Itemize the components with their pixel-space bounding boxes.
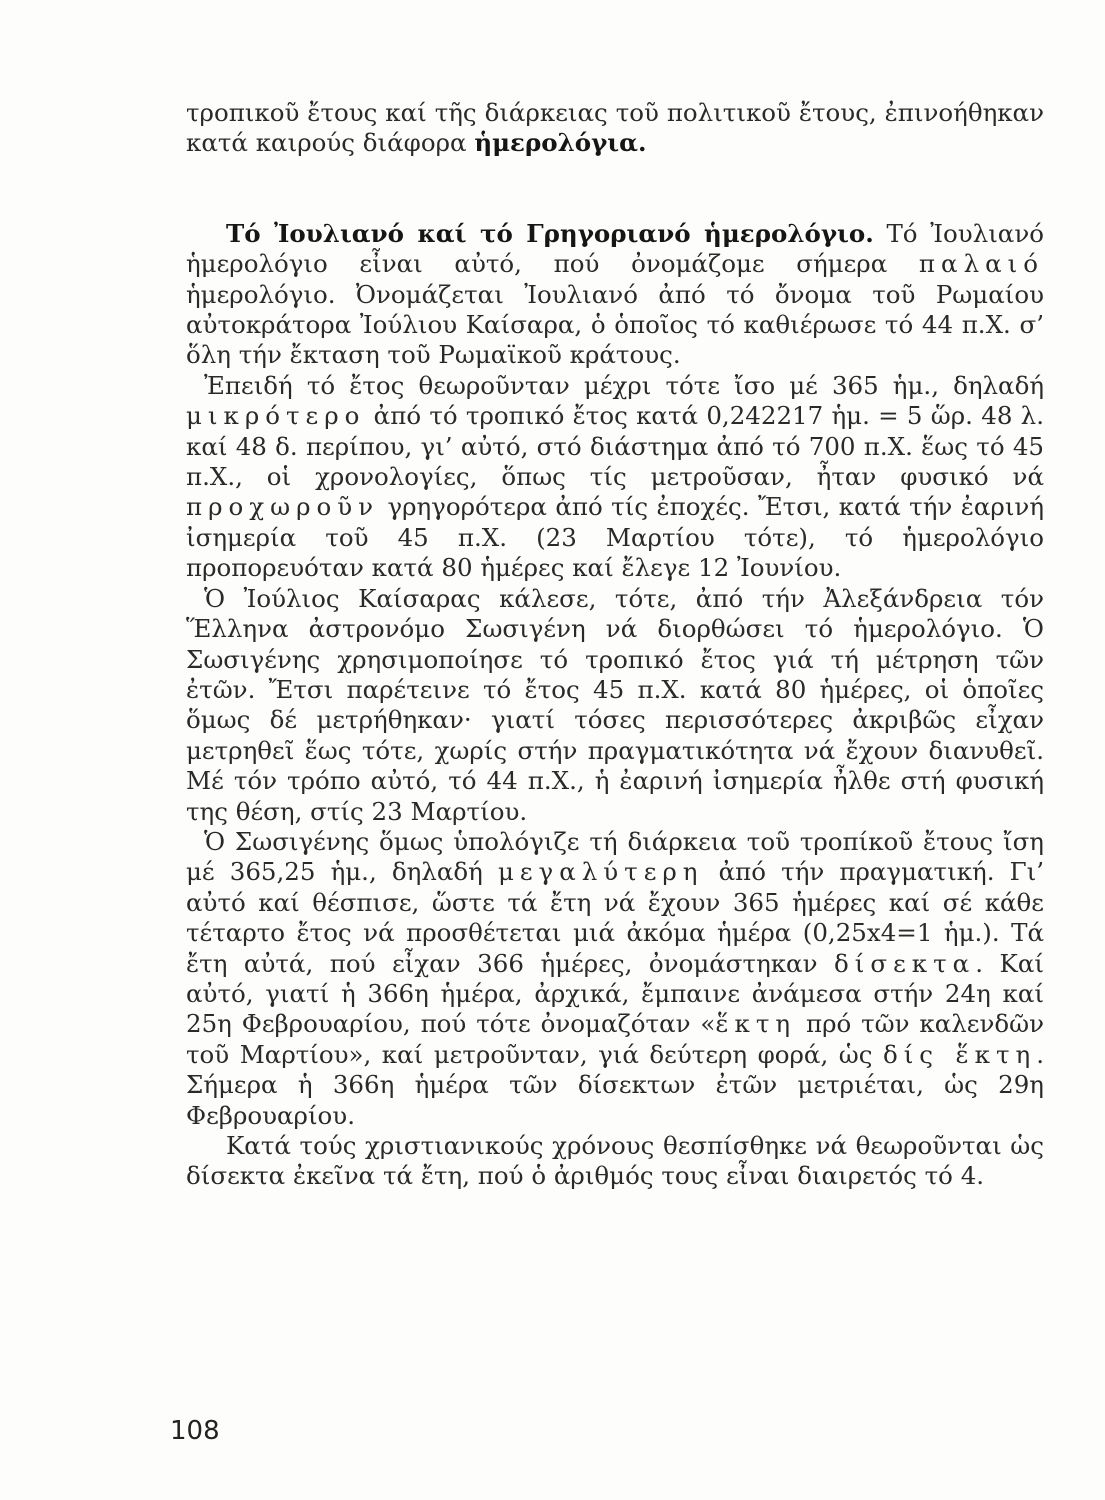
- p2-text-1: Ἐπειδή τό ἔτος θεωροῦνταν μέχρι τότε ἴσο μέ 365 ἡμ., δηλαδή: [204, 370, 1044, 400]
- p4-text-4: πρό τῶν καλενδῶν τοῦ Μαρτίου», καί μετροῦνταν, γιά δεύτερη φορά, ὡς: [186, 1009, 1044, 1069]
- p1-spaced-1: παλαιό: [918, 249, 1044, 279]
- p4-text-3: . Καί αὐτό, γιατί ἡ 366η ἡμέρα, ἀρχικά, ἔμπαινε ἀνάμεσα στήν 24η καί 25η Φεβρουαρίου, πού τότε ὀνομαζόταν «: [186, 948, 1044, 1039]
- p4-spaced-3: ἕκτη: [715, 1009, 797, 1039]
- paragraph-4: [186, 827, 1044, 1131]
- p1-text-2: ἡμερολόγιο. Ὀνομάζεται Ἰουλιανό ἀπό τό ὄνομα τοῦ Ρωμαίου αὐτοκράτορα Ἰούλιου Καίσαρα, ὁ ὁποῖος τό καθιέρωσε τό 44 π.Χ. σ’ ὅλη τήν ἔκταση τοῦ Ρωμαϊκοῦ κράτους.: [186, 279, 1044, 370]
- intro-text: τροπικοῦ ἔτους καί τῆς διάρκειας τοῦ πολιτικοῦ ἔτους, ἐπινοήθηκαν κατά καιρούς διάφορα: [186, 98, 1044, 158]
- p2-spaced-1: μικρότερο: [186, 401, 366, 431]
- p4-spaced-1: μεγαλύτερη: [497, 857, 704, 887]
- body-text: [186, 98, 1044, 1192]
- p4-text-2: ἀπό τήν πραγματική. Γι’ αὐτό καί θέσπισε, ὥστε τά ἔτη νά ἔχουν 365 ἡμέρες καί σέ κάθε τέταρτο ἔτος νά προσθέτεται μιά ἀκόμα ἡμέρα (0,25x4=1 ἡμ.). Τά ἔτη αὐτά, πού εἶχαν 366 ἡμέρες, ὀνομάστηκαν: [186, 857, 1044, 978]
- p2-spaced-2: προχωροῦν: [186, 492, 380, 522]
- paragraph-5: [186, 1131, 1044, 1192]
- paragraph-2: [186, 371, 1044, 584]
- p4-text-1: Ὁ Σωσιγένης ὅμως ὑπολόγιζε τή διάρκεια τοῦ τροπίκοῦ ἔτους ἴση μέ 365,25 ἡμ., δηλαδή: [186, 826, 1044, 887]
- p3-text-1: Ὁ Ἰούλιος Καίσαρας κάλεσε, τότε, ἀπό τήν Ἀλεξάνδρεια τόν Ἕλληνα ἀστρονόμο Σωσιγένη νά διορθώσει τό ἡμερολόγιο. Ὁ Σωσιγένης χρησιμοποίησε τό τροπικό ἔτος γιά τή μέτρηση τῶν ἐτῶν. Ἔτσι παρέτεινε τό ἔτος 45 π.Χ. κατά 80 ἡμέρες, οἱ ὁποῖες ὅμως δέ μετρήθηκαν· γιατί τόσες περισσότερες ἀκριβῶς εἶχαν μετρηθεῖ ἕως τότε, χωρίς στήν πραγματικότητα νά ἔχουν διανυθεῖ. Μέ τόν τρόπο αὐτό, τό 44 π.Χ., ἡ ἐαρινή ἰσημερία ἦλθε στή φυσική της θέση, στίς 23 Μαρτίου.: [186, 583, 1044, 826]
- section-heading: Τό Ἰουλιανό καί τό Γρηγοριανό ἡμερολόγιο.: [226, 218, 874, 248]
- page-number: 108: [170, 1416, 220, 1446]
- p4-text-5: . Σήμερα ἡ 366η ἡμέρα τῶν δίσεκτων ἐτῶν μετριέται, ὡς 29η Φεβρουαρίου.: [186, 1039, 1044, 1130]
- p2-text-2: ἀπό τό τροπικό ἔτος κατά 0,242217 ἡμ. = 5 ὥρ. 48 λ. καί 48 δ. περίπου, γι’ αὐτό, στό διάστημα ἀπό τό 700 π.Χ. ἕως τό 45 π.Χ., οἱ χρονολογίες, ὅπως τίς μετροῦσαν, ἦταν φυσικό νά: [186, 401, 1044, 492]
- p4-spaced-2: δίσεκτα: [834, 948, 976, 978]
- p5-text-1: Κατά τούς χριστιανικούς χρόνους θεσπίσθηκε νά θεωροῦνται ὡς δίσεκτα ἐκεῖνα τά ἔτη, πού ὁ ἀριθμός τους εἶναι διαιρετός τό 4.: [186, 1131, 1044, 1191]
- paragraph-julian-section: [186, 219, 1044, 371]
- p4-spaced-4: δίς ἕκτη: [882, 1039, 1037, 1069]
- paragraph-intro: [186, 98, 1044, 159]
- intro-bold-term: ἡμερολόγια.: [474, 128, 647, 158]
- paragraph-3: [186, 584, 1044, 827]
- p1-text-1: Τό Ἰουλιανό ἡμερολόγιο εἶναι αὐτό, πού ὀνομάζομε σήμερα: [186, 218, 1044, 279]
- p2-text-3: γρηγορότερα ἀπό τίς ἐποχές. Ἔτσι, κατά τήν ἐαρινή ἰσημερία τοῦ 45 π.Χ. (23 Μαρτίου τότε), τό ἡμερολόγιο προπορευόταν κατά 80 ἡμέρες καί ἔλεγε 12 Ἰουνίου.: [186, 492, 1044, 583]
